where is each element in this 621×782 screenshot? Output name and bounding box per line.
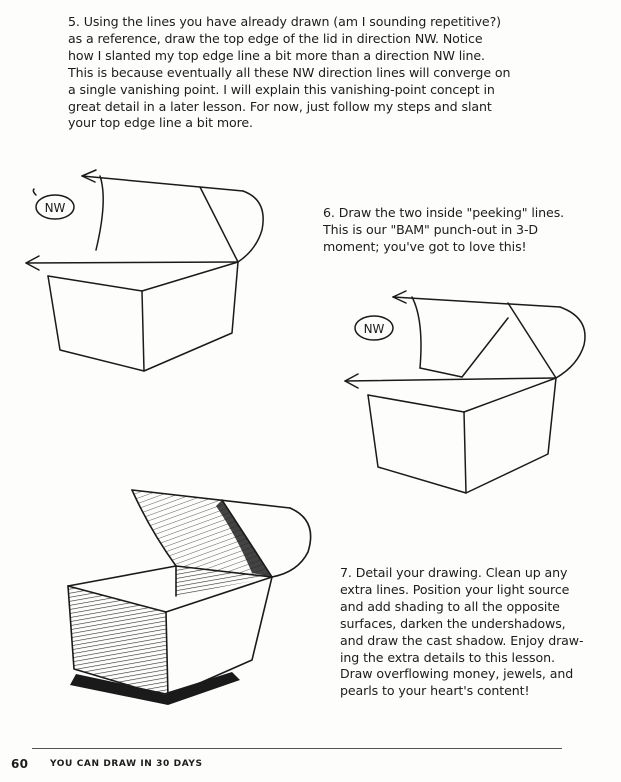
- step-7-line: and draw the cast shadow. Enjoy draw-: [340, 632, 584, 648]
- page-number: 60: [11, 757, 29, 771]
- step-5-line: a single vanishing point. I will explain this vanishing-point concept in: [68, 81, 495, 97]
- step-5-line: 5. Using the lines you have already drawn (am I sounding repetitive?): [68, 14, 501, 29]
- step-6-line: moment; you've got to love this!: [323, 238, 527, 254]
- step-7-line: extra lines. Position your light source: [340, 581, 570, 597]
- step-5-line: as a reference, draw the top edge of the lid in direction NW. Notice: [68, 30, 483, 46]
- footer-divider: [32, 748, 562, 749]
- step-6-line: This is our "BAM" punch-out in 3-D: [323, 221, 538, 237]
- step-7-line: 7. Detail your drawing. Clean up any: [340, 565, 568, 580]
- step-7-line: surfaces, darken the undershadows,: [340, 615, 566, 631]
- step-7-line: pearls to your heart's content!: [340, 683, 530, 699]
- step-5-line: how I slanted my top edge line a bit more than a direction NW line.: [68, 47, 485, 63]
- step-5-line: your top edge line a bit more.: [68, 115, 253, 131]
- step-5-line: This is because eventually all these NW direction lines will converge on: [68, 64, 511, 80]
- step-7-line: and add shading to all the opposite: [340, 598, 560, 614]
- lid-curve: [272, 508, 311, 577]
- step-7-line: Draw overflowing money, jewels, and: [340, 666, 574, 682]
- running-title: YOU CAN DRAW IN 30 DAYS: [50, 759, 203, 769]
- step-5-line: great detail in a later lesson. For now, just follow my steps and slant: [68, 98, 492, 114]
- nw-label: NW: [363, 322, 385, 336]
- nw-label: NW: [44, 201, 66, 215]
- box-top-left-edge: [68, 566, 176, 586]
- step-7-line: ing the extra details to this lesson.: [340, 649, 555, 665]
- step-6-line: 6. Draw the two inside "peeking" lines.: [323, 205, 565, 220]
- step-7-instructions: [340, 565, 583, 700]
